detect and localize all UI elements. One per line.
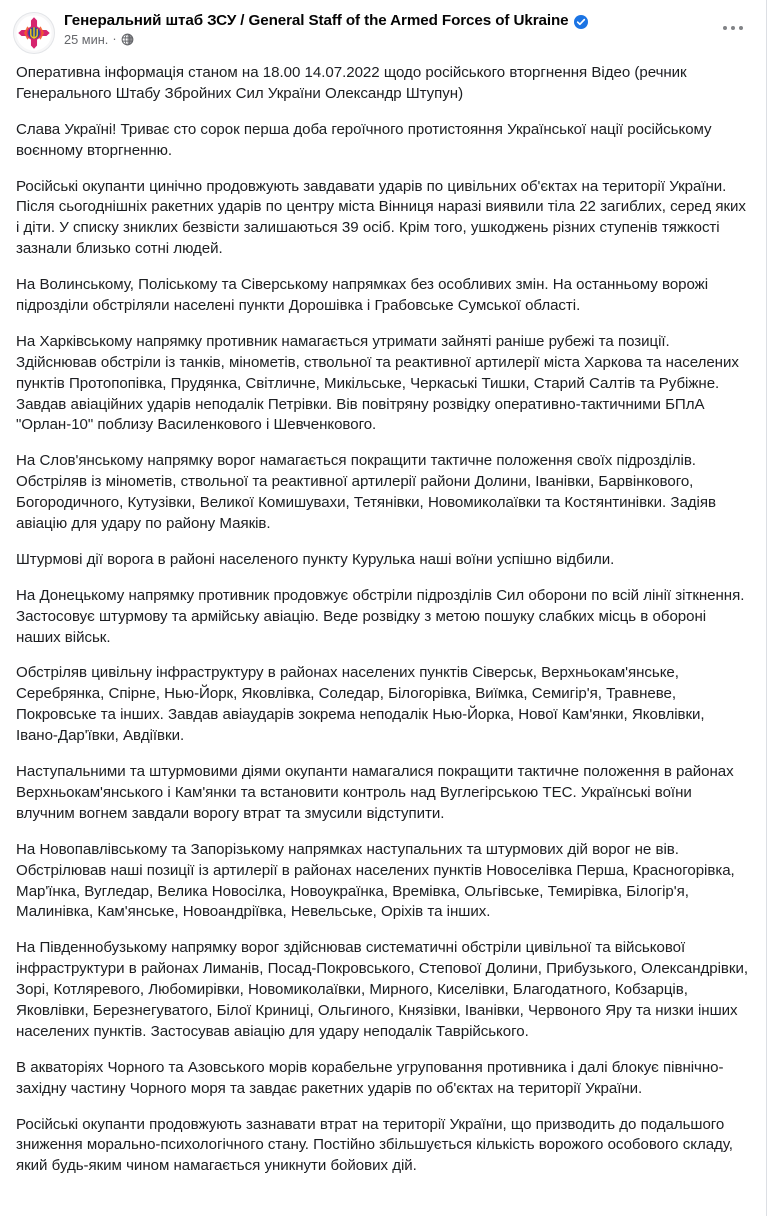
post-paragraph: На Донецькому напрямку противник продовжує обстріли підрозділів Сил оборони по всій лінії зіткнення. Застосовує штурмову та армійську авіацію. Веде розвідку з метою пошуку слабких місць в обороні наших військ. [16,586,745,646]
post-header [0,0,766,58]
page-name[interactable]: Генеральний штаб ЗСУ / General Staff of the Armed Forces of Ukraine [64,12,569,29]
globe-public-icon[interactable] [121,33,134,46]
post-paragraph: Обстріляв цивільну інфраструктуру в районах населених пунктів Сіверськ, Верхньокам'янське, Серебрянка, Спірне, Нью-Йорк, Яковлівка, Соледар, Білогорівка, Виїмка, Семигір'я, Травневе, Покровське та інших. Завдав авіаударів зокрема неподалік Нью-Йорка, Нової Кам'янки, Яковлівки, Івано-Дар'ївки, Авдіївки. [16,664,705,745]
post-paragraph: Російські окупанти цинічно продовжують завдавати ударів по цивільних об'єктах на території України. Після сьогоднішніх ракетних ударів по центру міста Вінниця наразі виявили тіла 22 загиблих, серед яких і діти. У списку зниклих безвісти залишаються 39 осіб. Крім того, ушкоджень різних ступенів тяжкості зазнали близько сотні людей. [16,177,746,258]
meta-separator: · [112,30,117,46]
avatar[interactable] [13,12,55,54]
post-paragraph: В акваторіях Чорного та Азовського морів корабельне угруповання противника і далі блокує північно-західну частину Чорного моря та завдає ракетних ударів по об'єктах на території України. [16,1058,724,1097]
author-name-line [64,12,588,29]
post-paragraph: Слава Україні! Триває сто сорок перша доба героїчного протистояння Української нації російському воєнному вторгненню. [16,120,712,159]
post-paragraph: На Волинському, Поліському та Сіверському напрямках без особливих змін. На останньому ворожі підрозділи обстріляли населені пункти Дорошівка і Грабовське Сумської області. [16,276,709,315]
more-dot [731,26,735,30]
post-paragraph: Російські окупанти продовжують зазнавати втрат на території України, що призводить до подальшого зниження морально-психологічного стану. Постійно збільшується кількість ворожого особового складу, який будь-яким чином намагається уникнути бойових дій. [16,1115,733,1175]
more-options-icon[interactable] [716,19,750,37]
post-paragraph: На Харківському напрямку противник намагається утримати зайняті раніше рубежі та позиції. Здійснював обстріли із танків, мінометів, ствольної та реактивної артилерії міста Харкова та населених пунктів Протопопівка, Прудянка, Світличне, Микільське, Черкаські Тишки, Старий Салтів та Рубіжне. Завдав авіаційних ударів неподалік Петрівки. Вів повітряну розвідку оперативно-тактичними БПлА "Орлан-10" поблизу Василенкового і Шевченкового. [16,332,739,434]
post-timestamp[interactable]: 25 мин. [64,31,109,47]
post-paragraph: Оперативна інформація станом на 18.00 14.07.2022 щодо російського вторгнення Відео (речник Генерального Штабу Збройних Сил України Олександр Штупун) [16,64,687,102]
more-dot [739,26,743,30]
post-author-block [64,11,588,46]
more-dot [723,26,727,30]
post-paragraph: На Новопавлівському та Запорізькому напрямках наступальних та штурмових дій ворог не вів. Обстрілював наші позиції із артилерії в районах населених пунктів Новоселівка Перша, Красногорівка, Мар'їнка, Вугледар, Велика Новосілка, Новоукраїнка, Времівка, Ольгівське, Темирівка, Білогір'я, Малинівка, Кам'янське, Новоандріївка, Невельське, Оріхів та інших. [16,840,735,921]
post-body [0,58,766,1197]
post-paragraph: Штурмові дії ворога в районі населеного пункту Курулька наші воїни успішно відбили. [16,550,615,568]
post-paragraph: На Південнобузькому напрямку ворог здійснював систематичні обстріли цивільної та військової інфраструктури в районах Лиманів, Посад-Покровського, Степової Долини, Прибузького, Олександрівки, Зорі, Котляревого, Любомирівки, Новомиколаївки, Мирного, Киселівки, Благодатного, Кобзарців, Яковлівки, Березнегуватого, Білої Криниці, Ольгиного, Князівки, Іванівки, Червоного Яру та низки інших населених пунктів. Застосував авіацію для удару неподалік Таврійського. [16,939,748,1040]
post-paragraph: На Слов'янському напрямку ворог намагається покращити тактичне положення своїх підрозділів. Обстріляв із мінометів, ствольної та реактивної артилерії райони Долини, Іванівки, Барвінкового, Богородичного, Кутузівки, Великої Комишувахи, Тетянівки, Новомиколаївки та Костянтинівки. Задіяв авіацію для удару по району Маяків. [16,452,716,533]
verified-badge-icon [574,15,588,29]
post-paragraph: Наступальними та штурмовими діями окупанти намагалися покращити тактичне положення в районах Верхньокам'янського і Кам'янки та встановити контроль над Вуглегірською ТЕС. Українські воїни влучним вогнем завдали ворогу втрат та змусили відступити. [16,763,734,822]
general-staff-emblem-icon [14,13,54,53]
post-meta-line [64,30,588,47]
